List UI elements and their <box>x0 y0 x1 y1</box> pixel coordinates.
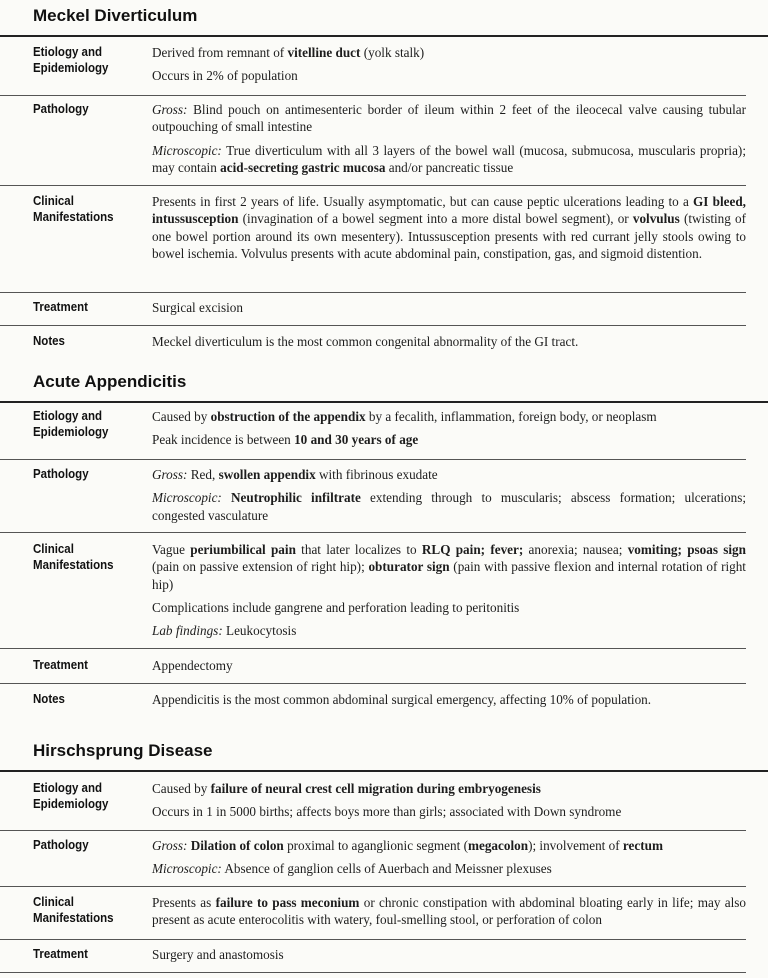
row-label-line: Treatment <box>33 300 88 314</box>
content-paragraph <box>152 142 746 177</box>
bold-term: obturator sign <box>368 559 450 575</box>
content-paragraph <box>152 657 746 674</box>
text-run: that later localizes to <box>295 542 422 557</box>
text-run: Peak incidence is between <box>152 432 295 448</box>
row-label <box>33 193 136 225</box>
bold-term: vitelline duct <box>287 45 361 60</box>
bold-term: vomiting; psoas sign <box>627 542 746 557</box>
text-run: Occurs in 1 in 5000 births; affects boys more than girls; associated with Down syndrome <box>152 804 622 820</box>
text-run: proximal to aganglionic segment ( <box>283 838 468 853</box>
content-paragraph <box>152 860 746 877</box>
row-label-line: Epidemiology <box>33 61 109 75</box>
row-content <box>152 657 746 674</box>
row-label <box>33 101 136 117</box>
italic-term: Gross: <box>152 467 188 482</box>
content-paragraph <box>152 44 746 61</box>
text-run: by a fecalith, inflammation, foreign body, or neoplasm <box>365 409 657 424</box>
italic-term: Microscopic: <box>152 142 222 158</box>
text-run: Surgery and anastomosis <box>152 947 284 962</box>
bold-term: acid-secreting gastric mucosa <box>220 159 386 175</box>
bold-term: GI bleed, intussusception <box>152 194 746 227</box>
text-run: Presents as <box>152 895 216 910</box>
row-label <box>33 657 136 673</box>
text-run: Meckel diverticulum is the most common congenital abnormality of the GI tract. <box>152 334 579 349</box>
section-rule <box>0 401 768 403</box>
row-content <box>152 466 746 524</box>
row-divider <box>0 683 746 684</box>
section-title: Hirschsprung Disease <box>33 741 213 760</box>
row-content <box>152 44 746 85</box>
text-run: Blind pouch on antimesenteric border of ileum within 2 feet of the ileocecal valve causing tubular outpouching of small intestine <box>152 102 746 135</box>
row-label-line: Pathology <box>33 467 89 481</box>
row-divider <box>0 830 746 831</box>
content-paragraph <box>152 193 746 262</box>
italic-term: Lab findings: <box>152 623 223 639</box>
content-paragraph <box>152 894 746 929</box>
row-label-line: Epidemiology <box>33 797 109 811</box>
text-run: Appendicitis is the most common abdominal surgical emergency, affecting 10% of population. <box>152 692 652 707</box>
row-label-line: Treatment <box>33 658 88 672</box>
content-paragraph <box>152 489 746 524</box>
row-label-line: Pathology <box>33 838 89 852</box>
row-divider <box>0 939 746 940</box>
bold-term: Dilation of colon <box>190 838 284 853</box>
text-run: Caused by <box>152 409 211 424</box>
bold-term: 10 and 30 years of age <box>294 432 419 448</box>
row-content <box>152 780 746 821</box>
row-divider <box>0 292 746 293</box>
bold-term: periumbilical pain <box>190 542 296 557</box>
bold-term: rectum <box>622 838 663 853</box>
row-content <box>152 193 746 262</box>
text-run: Vague <box>152 542 191 557</box>
bold-term: megacolon <box>467 838 529 853</box>
row-label <box>33 541 136 573</box>
row-content <box>152 894 746 929</box>
row-divider <box>0 459 746 460</box>
text-run: Absence of ganglion cells of Auerbach and Meissner plexuses <box>221 861 552 877</box>
text-run: Appendectomy <box>152 658 233 673</box>
italic-term: Gross: <box>152 102 188 117</box>
row-label-line: Manifestations <box>33 911 114 925</box>
row-label-line: Etiology and <box>33 781 102 795</box>
text-run: extending through to muscularis; abscess formation; ulcerations; congested vasculature <box>152 490 747 523</box>
italic-term: Microscopic: <box>152 861 222 877</box>
content-paragraph <box>152 299 746 316</box>
text-run: and/or pancreatic tissue <box>385 159 514 175</box>
row-label-line: Treatment <box>33 947 88 961</box>
text-run: Complications include gangrene and perforation leading to peritonitis <box>152 599 520 615</box>
italic-term: Microscopic: <box>152 490 222 506</box>
content-paragraph <box>152 466 746 483</box>
row-content <box>152 408 746 449</box>
text-run: (pain with passive flexion and internal rotation of right hip) <box>152 559 746 592</box>
section-rule <box>0 35 768 37</box>
row-label <box>33 946 136 962</box>
italic-term: Gross: <box>152 838 188 853</box>
content-paragraph <box>152 333 746 350</box>
row-divider <box>0 886 746 887</box>
row-label <box>33 894 136 926</box>
bold-term: failure of neural crest cell migration during embryogenesis <box>210 781 541 796</box>
content-paragraph <box>152 101 746 136</box>
row-divider <box>0 185 746 186</box>
row-label <box>33 408 136 440</box>
row-label-line: Clinical <box>33 895 74 909</box>
row-label <box>33 837 136 853</box>
row-content <box>152 691 746 708</box>
row-divider <box>0 972 746 973</box>
row-content <box>152 299 746 316</box>
row-content <box>152 101 746 176</box>
text-run: ); involvement of <box>528 838 623 853</box>
row-content <box>152 541 746 639</box>
row-label-line: Manifestations <box>33 210 114 224</box>
text-run: Leukocytosis <box>222 623 297 639</box>
bold-term: failure to pass meconium <box>215 895 360 910</box>
row-label-line: Etiology and <box>33 409 102 423</box>
row-content <box>152 837 746 878</box>
row-label-line: Notes <box>33 692 65 706</box>
row-label <box>33 691 136 707</box>
content-paragraph <box>152 431 746 448</box>
content-paragraph <box>152 599 746 616</box>
text-run: Occurs in 2% of population <box>152 68 298 84</box>
row-content <box>152 946 746 963</box>
bold-term: volvulus <box>632 211 680 227</box>
row-content <box>152 333 746 350</box>
content-paragraph <box>152 622 746 639</box>
section-title: Meckel Diverticulum <box>33 6 198 25</box>
text-run: (invagination of a bowel segment into a more distal bowel segment), or <box>238 211 633 227</box>
text-run: or chronic constipation with abdominal bloating early in life; may also present as acute enterocolitis with watery, foul-smelling stool, or perforation of colon <box>152 895 746 928</box>
content-paragraph <box>152 837 746 854</box>
text-run: Surgical excision <box>152 300 243 315</box>
content-paragraph <box>152 946 746 963</box>
row-label <box>33 780 136 812</box>
text-run: True diverticulum with all 3 layers of the bowel wall (mucosa, submucosa, muscularis propria); may contain <box>152 142 746 175</box>
row-divider <box>0 532 746 533</box>
row-divider <box>0 95 746 96</box>
content-paragraph <box>152 408 746 425</box>
row-label-line: Pathology <box>33 102 89 116</box>
text-run: Red, <box>187 467 219 482</box>
text-run: (twisting of one bowel portion around its own mesentery). Intussusception presents with red currant jelly stools owing to bowel ischemia. Volvulus presents with acute abdominal pain, constipation, gas, and sigmoid distention. <box>152 211 746 261</box>
row-divider <box>0 325 746 326</box>
row-label-line: Epidemiology <box>33 425 109 439</box>
text-run: Derived from remnant of <box>152 45 288 60</box>
row-label-line: Manifestations <box>33 558 114 572</box>
content-paragraph <box>152 803 746 820</box>
bold-term: swollen appendix <box>218 467 316 482</box>
text-run: (pain on passive extension of right hip); <box>152 559 369 575</box>
bold-term: obstruction of the appendix <box>210 409 366 424</box>
text-run: Presents in first 2 years of life. Usually asymptomatic, but can cause peptic ulcerations leading to a <box>152 194 694 209</box>
content-paragraph <box>152 691 746 708</box>
row-label <box>33 44 136 76</box>
bold-term: Neutrophilic infiltrate <box>231 490 361 506</box>
text-run <box>222 490 231 505</box>
row-label <box>33 333 136 349</box>
section-rule <box>0 770 768 772</box>
row-label <box>33 299 136 315</box>
content-paragraph <box>152 67 746 84</box>
row-label-line: Etiology and <box>33 45 102 59</box>
row-label-line: Notes <box>33 334 65 348</box>
row-divider <box>0 648 746 649</box>
text-run: (yolk stalk) <box>360 45 425 60</box>
text-run: with fibrinous exudate <box>315 467 438 482</box>
content-paragraph <box>152 780 746 797</box>
bold-term: RLQ pain; fever; <box>421 542 524 557</box>
content-paragraph <box>152 541 746 593</box>
row-label <box>33 466 136 482</box>
text-run: Caused by <box>152 781 211 796</box>
section-title: Acute Appendicitis <box>33 372 187 391</box>
row-label-line: Clinical <box>33 542 74 556</box>
text-run: anorexia; nausea; <box>523 542 628 557</box>
row-label-line: Clinical <box>33 194 74 208</box>
